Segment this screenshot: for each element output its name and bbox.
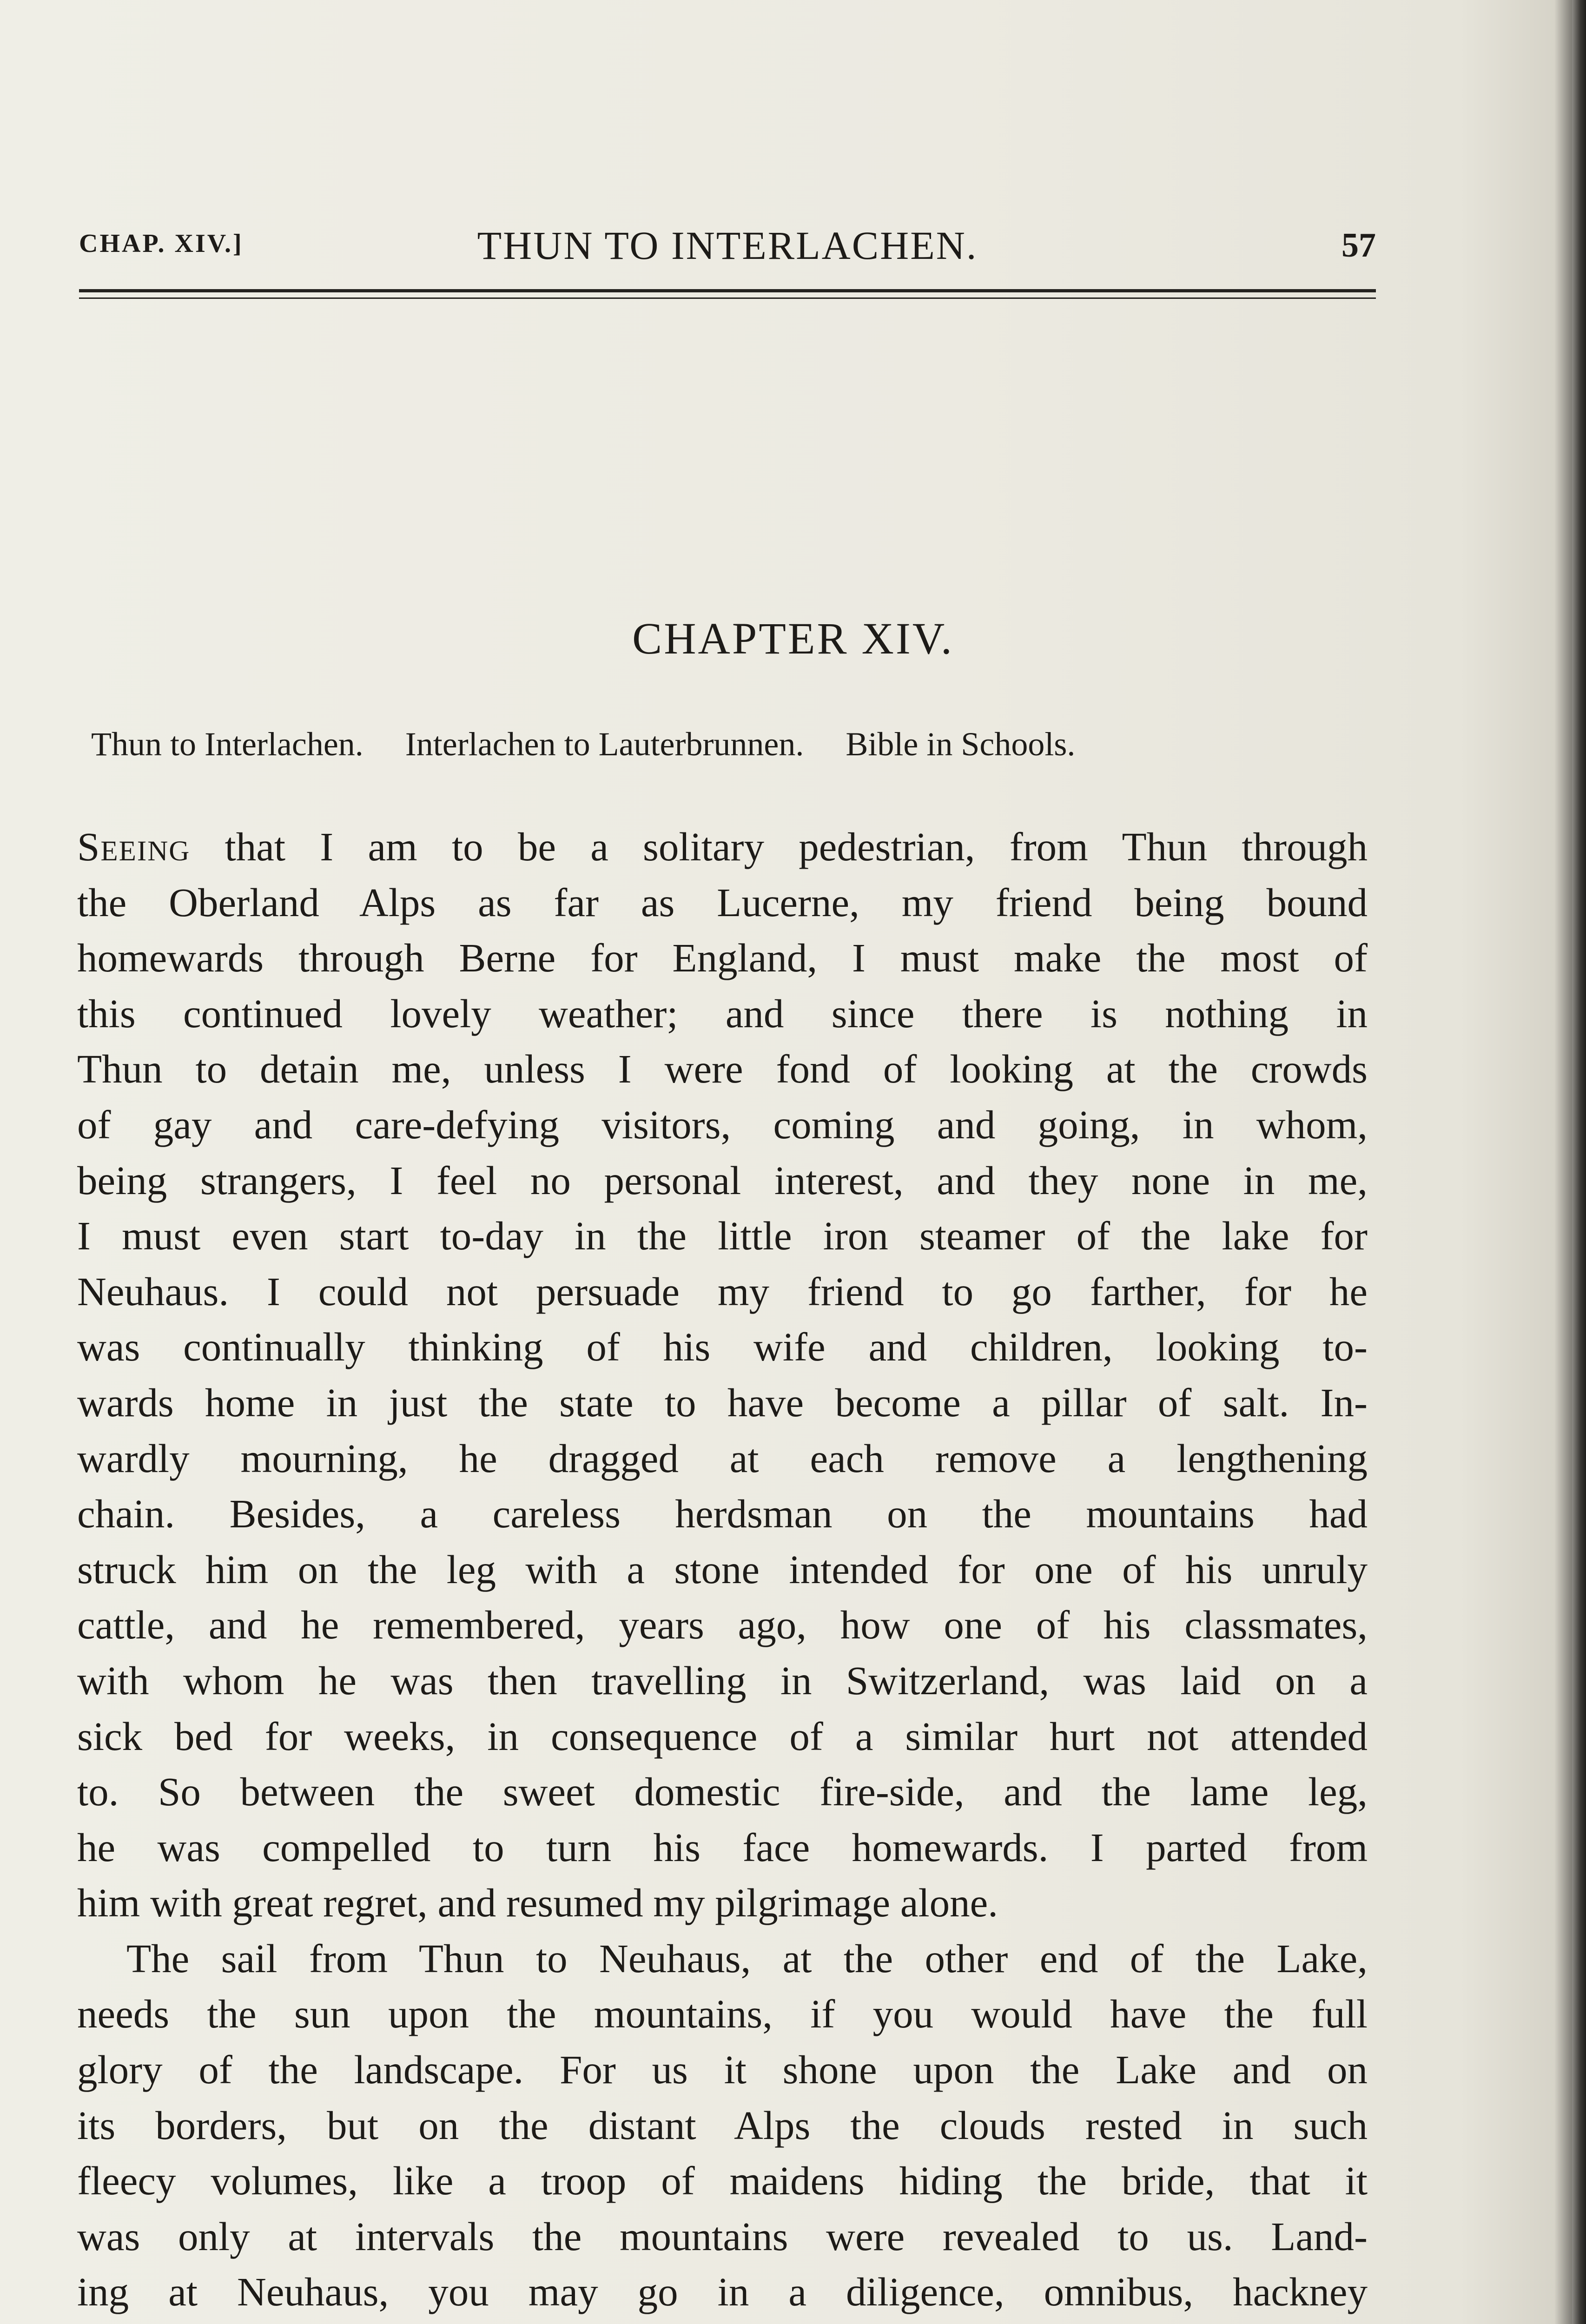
text-line: being strangers, I feel no personal interest, and they none in me, bbox=[77, 1157, 1368, 1203]
text-line: needs the sun upon the mountains, if you would have the full bbox=[77, 1991, 1368, 2037]
text-line: this continued lovely weather; and since there is nothing in bbox=[77, 990, 1368, 1036]
header-rule-thin bbox=[79, 297, 1376, 299]
summary-item: Bible in Schools. bbox=[846, 726, 1076, 763]
running-head-chapter: CHAP. XIV.] bbox=[79, 229, 244, 258]
text-line: him with great regret, and resumed my pilgrimage alone. bbox=[77, 1880, 998, 1926]
page-edge-shadow bbox=[1572, 0, 1586, 2324]
text-line: homewards through Berne for England, I must make the most of bbox=[77, 935, 1368, 981]
paragraph-1 bbox=[77, 819, 1368, 1931]
text-line: glory of the landscape. For us it shone upon the Lake and on bbox=[77, 2047, 1368, 2093]
chapter-title: CHAPTER XIV. bbox=[632, 614, 954, 663]
text-line: The sail from Thun to Neuhaus, at the other end of the Lake, bbox=[126, 1935, 1368, 1981]
text-line: its borders, but on the distant Alps the clouds rested in such bbox=[77, 2102, 1368, 2148]
header-rule-thick bbox=[79, 289, 1376, 292]
text-line: struck him on the leg with a stone intended for one of his unruly bbox=[77, 1546, 1368, 1592]
paragraph-2 bbox=[77, 1931, 1368, 2324]
text-line: the Oberland Alps as far as Lucerne, my friend being bound bbox=[77, 879, 1368, 925]
text-line: of gay and care-defying visitors, coming and going, in whom, bbox=[77, 1102, 1368, 1147]
text-line: with whom he was then travelling in Switzerland, was laid on a bbox=[77, 1657, 1368, 1703]
text-line: wards home in just the state to have become a pillar of salt. In- bbox=[77, 1380, 1368, 1425]
text-line: to. So between the sweet domestic fire-side, and the lame leg, bbox=[77, 1769, 1368, 1815]
text-line: he was compelled to turn his face homewards. I parted from bbox=[77, 1824, 1368, 1870]
summary-item: Thun to Interlachen. bbox=[91, 726, 363, 763]
running-head bbox=[79, 222, 1376, 273]
body-text bbox=[77, 819, 1368, 2324]
drop-word: Seeing bbox=[77, 824, 191, 869]
text-line: fleecy volumes, like a troop of maidens hiding the bride, that it bbox=[77, 2158, 1368, 2204]
text-line: Seeing that I am to be a solitary pedestrian, from Thun through bbox=[77, 824, 1368, 869]
text-line: Neuhaus. I could not persuade my friend to go farther, for he bbox=[77, 1268, 1368, 1314]
text-line: was continually thinking of his wife and children, looking to- bbox=[77, 1324, 1368, 1370]
text-line bbox=[77, 2320, 1368, 2324]
text-line: sick bed for weeks, in consequence of a similar hurt not attended bbox=[77, 1713, 1368, 1759]
text-line: I must even start to-day in the little iron steamer of the lake for bbox=[77, 1213, 1368, 1259]
page-number: 57 bbox=[1341, 226, 1376, 264]
text-line: Thun to detain me, unless I were fond of looking at the crowds bbox=[77, 1046, 1368, 1092]
text-line: chain. Besides, a careless herdsman on the mountains had bbox=[77, 1491, 1368, 1537]
summary-item: Interlachen to Lauterbrunnen. bbox=[405, 726, 804, 763]
text-line: ing at Neuhaus, you may go in a diligence, omnibus, hackney bbox=[77, 2269, 1368, 2315]
text-line: wardly mourning, he dragged at each remove a lengthening bbox=[77, 1435, 1368, 1481]
text-line: was only at intervals the mountains were revealed to us. Land- bbox=[77, 2213, 1368, 2259]
text-line: cattle, and he remembered, years ago, how one of his classmates, bbox=[77, 1602, 1368, 1648]
chapter-summary bbox=[91, 725, 1355, 764]
running-head-title: THUN TO INTERLACHEN. bbox=[477, 223, 978, 268]
